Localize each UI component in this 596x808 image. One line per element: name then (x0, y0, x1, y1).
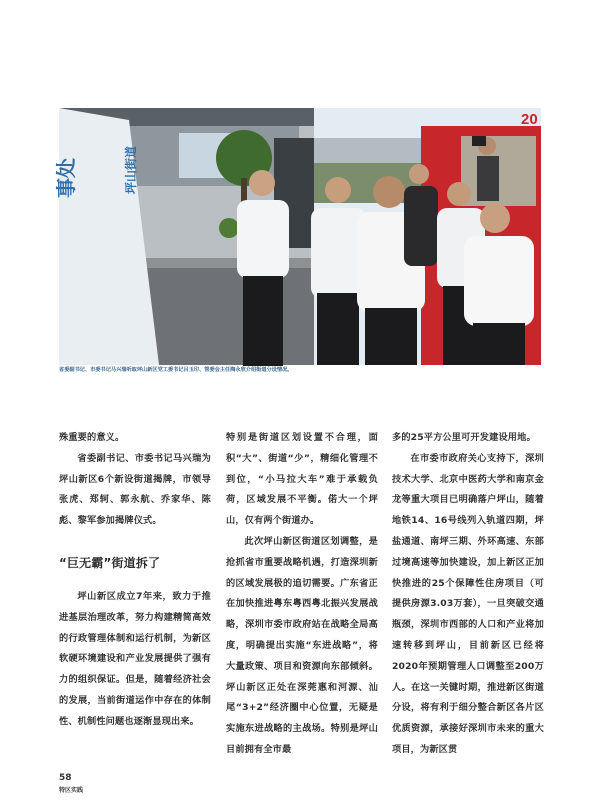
photo-caption: 省委副书记、市委书记马兴瑞听取坪山新区党工委书记吕玉印、管委会主任陶永欣介绍街道分设情况。 (59, 367, 293, 373)
magazine-logo: 特区实践 (59, 787, 84, 794)
paragraph: 多的25平方公里可开发建设用地。 (392, 432, 536, 443)
paragraph: 在市委市政府关心支持下，深圳技术大学、北京中医药大学和南京金龙等重大项目已明确落户坪山，随着地铁14、16号线列入轨道四期，坪盐通道、南坪三期、外环高速、东部过境高速等加快建设，加上新区正加快推进的25个保障性住房项目（可提供房源3.03万套），一旦突破交通瓶颈，深圳市西部的人口和产业将加速转移到坪山，目前新区已经将2020年预期管理人口调整至200万人。在这一关键时期，推进新区街道分设，将有利于细分整合新区各片区优质资源，承接好深圳市未来的重大项目，为新区贯 (392, 452, 544, 755)
paragraph: 省委副书记、市委书记马兴瑞为坪山新区6个新设街道揭牌，市领导张虎、郑轲、郭永航、乔家华、陈彪、黎军参加揭牌仪式。 (59, 452, 211, 527)
section-heading: “巨无霸”街道拆了 (59, 555, 161, 570)
page-number: 58 (59, 773, 72, 783)
board-text-1: 事处 (54, 158, 78, 198)
banner-text: 20 (521, 111, 538, 128)
article-column-2 (226, 428, 378, 761)
photo-illustration (54, 108, 541, 365)
article-column-1 (59, 428, 211, 733)
article-column-3 (392, 428, 544, 761)
paragraph: 殊重要的意义。 (59, 432, 125, 443)
paragraph: 坪山新区成立7年来，致力于推进基层治理改革，努力构建精简高效的行政管理体制和运行机制，为新区软硬环境建设和产业发展提供了强有力的组织保证。但是，随着经济社会的发展，当前街道运作中存在的体制性、机制性问题也逐渐显现出来。 (59, 590, 211, 727)
paragraph: 此次坪山新区街道区划调整，是抢抓省市重要战略机遇，打造深圳新的区域发展极的追切需要。广东省正在加快推进粤东粤西粤北振兴发展战略，深圳市委市政府站在战略全局高度，明确提出实施“东进战略”，将大量政策、项目和资源向东部倾斜。坪山新区正处在深莞惠和河源、汕尾“3+2”经济圈中心位置，无疑是实施东进战略的主战场。特别是坪山目前拥有全市最 (226, 535, 378, 755)
board-text-2: 坪山街道 (124, 145, 138, 194)
news-photo (54, 108, 541, 365)
paragraph: 特别是街道区划设置不合理，面积“大”、街道“少”，精细化管理不到位，“小马拉大车”难于承载负荷，区域发展不平衡。偌大一个坪山，仅有两个街道办。 (226, 432, 378, 527)
